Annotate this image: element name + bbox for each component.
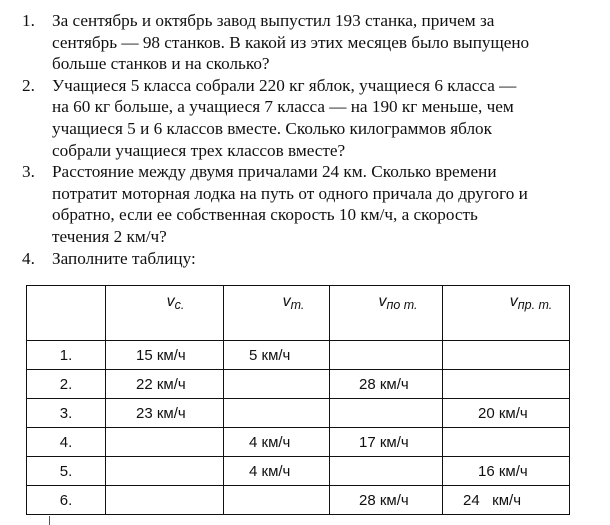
problem-line: Учащиеся 5 класса собрали 220 кг яблок, учащиеся 6 класса — bbox=[52, 75, 517, 95]
row-number: 2. bbox=[27, 370, 106, 399]
problem-line: сентябрь — 98 станков. В какой из этих месяцев было выпущено bbox=[52, 32, 530, 52]
header-corner-cell bbox=[27, 286, 106, 341]
table-cell bbox=[330, 341, 443, 370]
cell-value: 20 км/ч bbox=[478, 404, 528, 422]
header-sub: с. bbox=[174, 298, 185, 312]
row-number: 1. bbox=[27, 341, 106, 370]
problem-number: 2. bbox=[22, 75, 35, 95]
table-cell bbox=[443, 370, 570, 399]
header-sub: по т. bbox=[386, 298, 418, 312]
table-cell bbox=[330, 457, 443, 486]
table-row bbox=[27, 457, 570, 486]
header-sub: т. bbox=[290, 298, 305, 312]
cell-value: 23 км/ч bbox=[136, 404, 186, 422]
cell-value: 22 км/ч bbox=[136, 375, 186, 393]
table-cell bbox=[224, 341, 330, 370]
header-cell bbox=[443, 286, 570, 341]
header-cell bbox=[224, 286, 330, 341]
problem-item bbox=[22, 248, 604, 270]
cell-value: 4 км/ч bbox=[249, 433, 291, 451]
problem-line: За сентябрь и октябрь завод выпустил 193 станка, причем за bbox=[52, 11, 495, 30]
table-cell bbox=[330, 486, 443, 515]
problem-line: Заполните таблицу: bbox=[52, 248, 196, 268]
cell-value: 16 км/ч bbox=[478, 462, 528, 480]
table-cell bbox=[106, 457, 224, 486]
header-cell bbox=[330, 286, 443, 341]
problem-line: больше станков и на сколько? bbox=[52, 54, 270, 74]
row-number: 5. bbox=[27, 457, 106, 486]
table-cell bbox=[224, 370, 330, 399]
problem-line: Расстояние между двумя причалами 24 км. Сколько времени bbox=[52, 162, 497, 182]
table-cell bbox=[224, 399, 330, 428]
header-base: v bbox=[166, 293, 175, 310]
table-cell bbox=[443, 457, 570, 486]
cell-value: 15 км/ч bbox=[136, 346, 186, 364]
header-base: v bbox=[282, 293, 291, 310]
table-cell bbox=[106, 370, 224, 399]
problem-number: 3. bbox=[22, 162, 35, 182]
header-cell bbox=[106, 286, 224, 341]
table-row bbox=[27, 370, 570, 399]
problem-number: 4. bbox=[22, 248, 35, 268]
problem-line: собрали учащиеся трех классов вместе? bbox=[52, 140, 346, 160]
table-cell bbox=[106, 486, 224, 515]
header-base: v bbox=[509, 293, 518, 310]
table-cell bbox=[443, 399, 570, 428]
problem-line: потратит моторная лодка на путь от одного причала до другого и bbox=[52, 183, 528, 203]
cell-value: 4 км/ч bbox=[249, 462, 291, 480]
table-cell bbox=[224, 457, 330, 486]
cell-value: 28 км/ч bbox=[359, 375, 409, 393]
row-number: 6. bbox=[27, 486, 106, 515]
table-cell bbox=[106, 341, 224, 370]
problem-line: на 60 кг больше, а учащиеся 7 класса — на 190 кг меньше, чем bbox=[52, 97, 514, 117]
cell-value: 24 км/ч bbox=[463, 491, 522, 509]
table-cell bbox=[224, 486, 330, 515]
problem-number: 1. bbox=[22, 11, 35, 30]
problem-item bbox=[22, 75, 604, 161]
speed-table bbox=[26, 285, 570, 515]
row-number: 4. bbox=[27, 428, 106, 457]
table-cell bbox=[330, 428, 443, 457]
problem-line: течения 2 км/ч? bbox=[52, 226, 167, 246]
table-cell bbox=[106, 428, 224, 457]
table-cell bbox=[443, 486, 570, 515]
table-cell bbox=[443, 428, 570, 457]
cell-value: 5 км/ч bbox=[249, 346, 291, 364]
table-row bbox=[27, 399, 570, 428]
table-cell bbox=[106, 399, 224, 428]
table-row bbox=[27, 341, 570, 370]
problem-list bbox=[22, 10, 604, 269]
header-sub: пр. т. bbox=[517, 298, 553, 312]
table-row bbox=[27, 486, 570, 515]
header-base: v bbox=[378, 293, 387, 310]
problem-item bbox=[22, 10, 604, 75]
table-header-row bbox=[27, 286, 570, 341]
problem-line: обратно, если ее собственная скорость 10 км/ч, а скорость bbox=[52, 205, 478, 225]
table-cell bbox=[443, 341, 570, 370]
table-cell bbox=[330, 370, 443, 399]
table-cell bbox=[330, 399, 443, 428]
row-number: 3. bbox=[27, 399, 106, 428]
cell-value: 17 км/ч bbox=[359, 433, 409, 451]
problem-item bbox=[22, 161, 604, 247]
table-row bbox=[27, 428, 570, 457]
text-cursor bbox=[49, 516, 50, 525]
cell-value: 28 км/ч bbox=[359, 491, 409, 509]
problem-line: учащиеся 5 и 6 классов вместе. Сколько килограммов яблок bbox=[52, 118, 492, 138]
table-cell bbox=[224, 428, 330, 457]
